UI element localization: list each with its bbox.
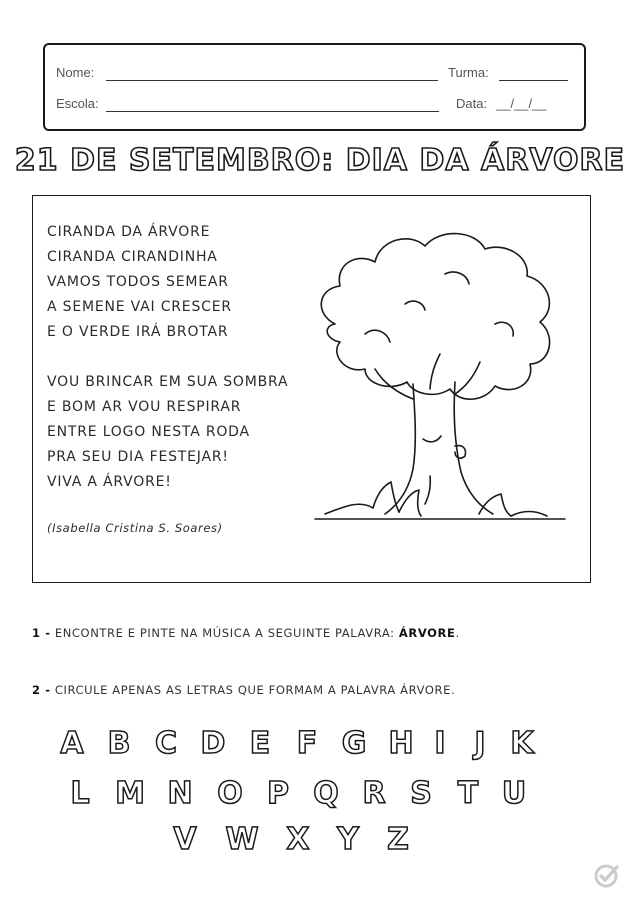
class-field[interactable] [499,80,568,81]
letter-y[interactable]: Y [337,822,359,857]
poem-line: E BOM AR VOU RESPIRAR [47,399,242,415]
letter-e[interactable]: E [249,726,271,761]
date-field[interactable]: __/__/__ [496,96,547,111]
question-text: CIRCULE APENAS AS LETRAS QUE FORMAM A PALAVRA ÁRVORE. [54,683,456,697]
poem-line: CIRANDA CIRANDINHA [47,249,218,265]
poem-line: VAMOS TODOS SEMEAR [47,274,229,290]
poem-stanza-1 [47,220,288,345]
letter-g[interactable]: G [341,726,367,761]
poem-line: ENTRE LOGO NESTA RODA [47,424,250,440]
letter-h[interactable]: H [388,726,414,761]
poem-line: A SEMENE VAI CRESCER [47,299,232,315]
poem-author: (Isabella Cristina S. Soares) [47,521,223,535]
letter-r[interactable]: R [362,776,386,811]
name-field[interactable] [106,80,438,81]
letter-z[interactable]: Z [387,822,409,857]
poem-line: E O VERDE IRÁ BROTAR [47,324,229,340]
question-number: 1 - [32,626,51,640]
question-text: ENCONTRE E PINTE NA MÚSICA A SEGUINTE PALAVRA: [54,626,395,640]
tree-icon [295,214,575,534]
letter-m[interactable]: M [115,776,145,811]
checkmark-logo-icon [593,862,621,890]
letter-v[interactable]: V [173,822,197,857]
question-end: . [455,626,460,640]
letter-a[interactable]: A [60,726,84,761]
header-row-1 [56,65,566,85]
date-label: Data: [456,96,488,111]
class-label: Turma: [448,65,489,80]
letter-x[interactable]: X [286,822,310,857]
school-label: Escola: [56,96,99,111]
poem-line: PRA SEU DIA FESTEJAR! [47,449,229,465]
question-1 [32,626,460,640]
letter-n[interactable]: N [167,776,193,811]
letter-j[interactable]: J [474,726,486,761]
letter-l[interactable]: L [70,776,90,811]
letter-c[interactable]: C [154,726,178,761]
question-2 [32,683,455,697]
letter-k[interactable]: K [510,726,534,761]
header-row-2 [56,96,566,116]
student-info-box [43,43,586,131]
poem-line: CIRANDA DA ÁRVORE [47,224,211,240]
poem-stanza-2 [47,370,288,495]
letter-s[interactable]: S [410,776,432,811]
poem-line: VOU BRINCAR EM SUA SOMBRA [47,374,289,390]
question-number: 2 - [32,683,51,697]
letter-p[interactable]: P [267,776,289,811]
name-label: Nome: [56,65,95,80]
letter-b[interactable]: B [107,726,131,761]
letter-d[interactable]: D [200,726,226,761]
page-title: 21 DE SETEMBRO: DIA DA ÁRVORE [14,143,626,178]
poem-line: VIVA A ÁRVORE! [47,474,172,490]
letter-u[interactable]: U [501,776,527,811]
school-field[interactable] [106,111,439,112]
letter-i[interactable]: I [434,726,446,761]
question-bold-word: ÁRVORE [398,626,456,640]
poem-box [32,195,591,583]
letter-q[interactable]: Q [313,776,339,811]
letter-f[interactable]: F [296,726,318,761]
letter-w[interactable]: W [225,822,259,857]
letter-t[interactable]: T [457,776,479,811]
letter-o[interactable]: O [217,776,243,811]
poem-text [47,220,288,520]
